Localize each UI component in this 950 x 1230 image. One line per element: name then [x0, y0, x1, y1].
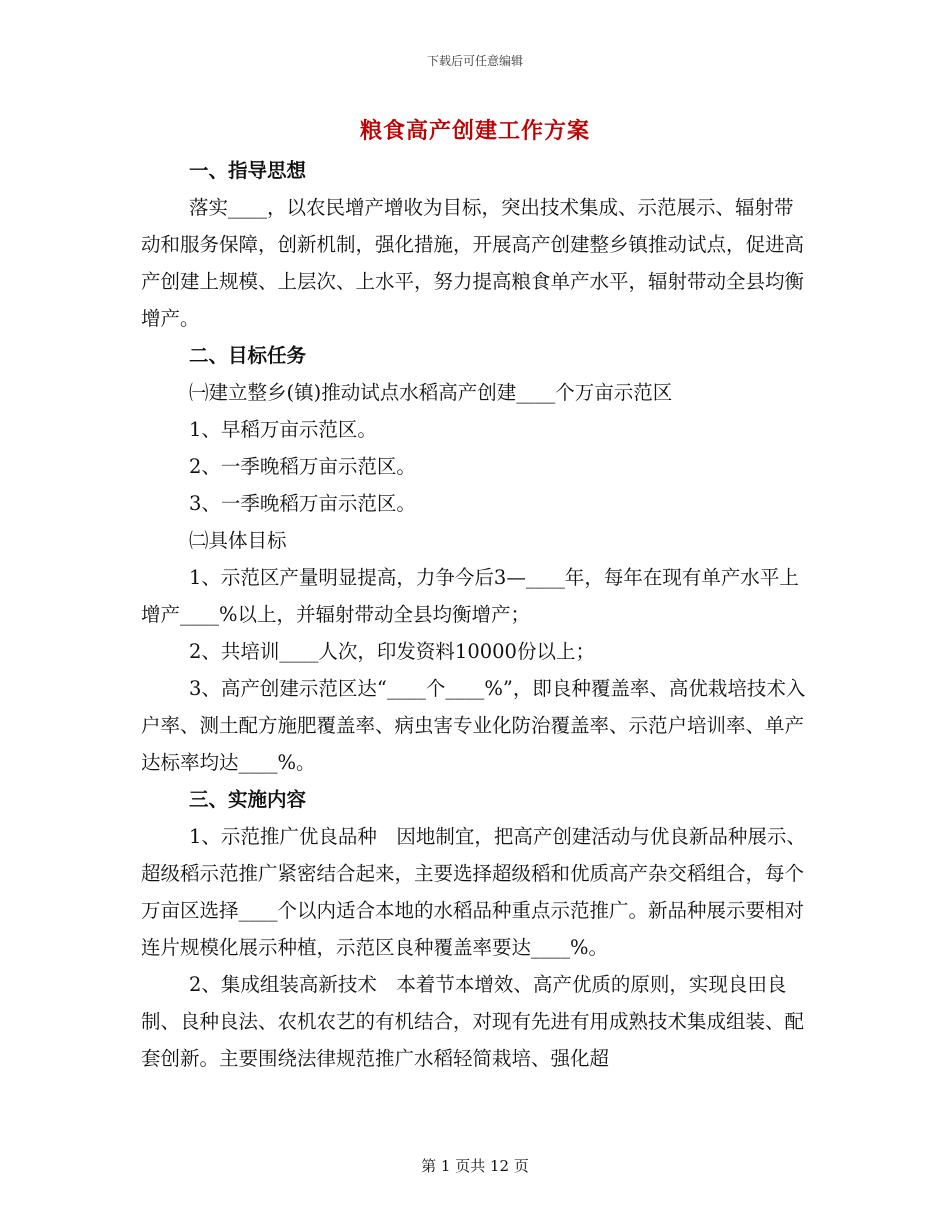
list-item: 2、一季晚稻万亩示范区。 — [189, 455, 416, 478]
page-footer: 第 1 页共 12 页 — [421, 1157, 529, 1175]
subheading: ㈡具体目标 — [189, 529, 287, 552]
list-item: 1、早稻万亩示范区。 — [189, 418, 377, 441]
paragraph: 2、集成组装高新技术 本着节本增效、高产优质的原则，实现良田良制、良种良法、农机农艺的有机结合，对现有先进有用成熟技术集成组装、配套创新。主要围绕法律规范推广水稻轻简栽培、强化超 — [141, 973, 805, 1070]
list-item: 3、一季晚稻万亩示范区。 — [189, 492, 416, 515]
document-body — [141, 152, 811, 1077]
document-title: 粮食高产创建工作方案 — [359, 118, 590, 144]
section-heading: 二、目标任务 — [189, 344, 307, 367]
section-heading: 一、指导思想 — [189, 159, 307, 182]
paragraph: 落实____，以农民增产增收为目标，突出技术集成、示范展示、辐射带动和服务保障，创新机制，强化措施，开展高产创建整乡镇推动试点，促进高产创建上规模、上层次、上水平，努力提高粮食单产水平，辐射带动全县均衡增产。 — [141, 196, 805, 330]
list-item: 3、高产创建示范区达“____个____%”，即良种覆盖率、高优栽培技术入户率、测土配方施肥覆盖率、病虫害专业化防治覆盖率、示范户培训率、单产达标率均达____%。 — [141, 677, 806, 774]
section-heading: 三、实施内容 — [189, 788, 307, 811]
subheading: ㈠建立整乡(镇)推动试点水稻高产创建____个万亩示范区 — [189, 381, 673, 404]
list-item: 2、共培训____人次，印发资料10000份以上； — [189, 640, 595, 663]
paragraph: 1、示范推广优良品种 因地制宜，把高产创建活动与优良新品种展示、超级稻示范推广紧密结合起来，主要选择超级稻和优质高产杂交稻组合，每个万亩区选择____个以内适合本地的水稻品种重点示范推广。新品种展示要相对连片规模化展示种植，示范区良种覆盖率要达____%。 — [141, 825, 806, 959]
header-note: 下载后可任意编辑 — [426, 54, 523, 68]
list-item: 1、示范区产量明显提高，力争今后3—____年，每年在现有单产水平上增产____%以上，并辐射带动全县均衡增产； — [141, 566, 799, 626]
